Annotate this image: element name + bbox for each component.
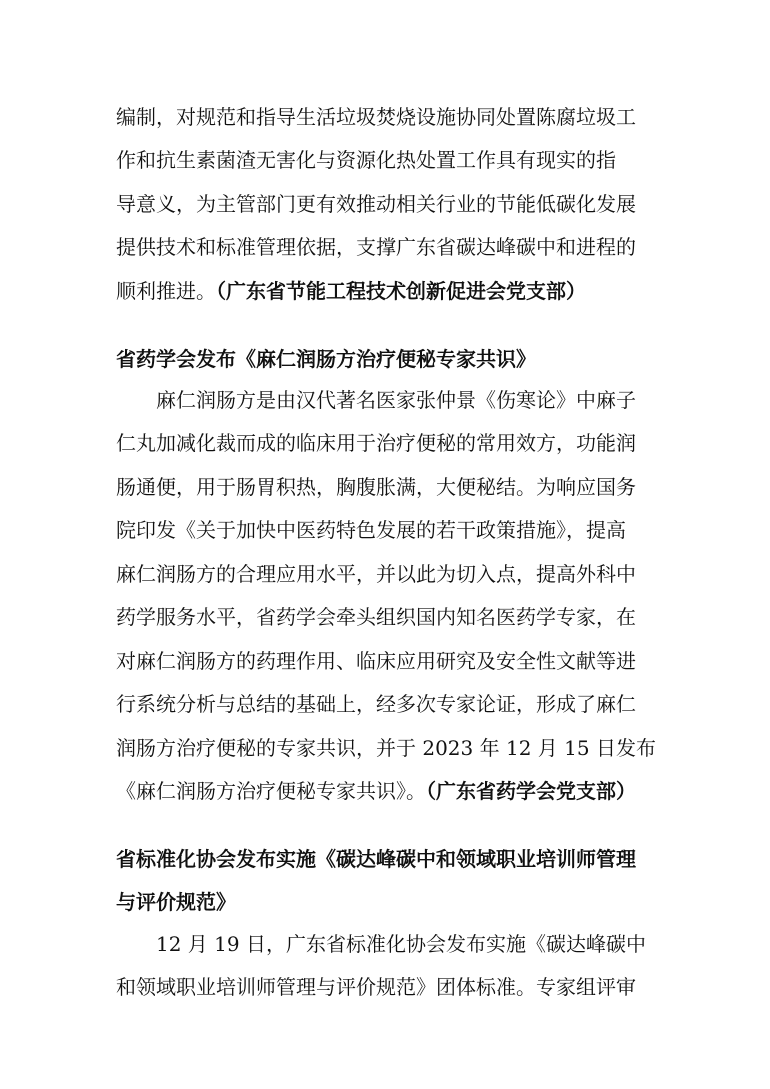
source-attribution: （广东省节能工程技术创新促进会党支部） — [216, 279, 586, 303]
paragraph-line: 行系统分析与总结的基础上，经多次专家论证，形成了麻仁 — [116, 692, 636, 716]
paragraph-line: 麻仁润肠方是由汉代著名医家张仲景《伤寒论》中麻子 — [156, 388, 636, 412]
paragraph-line: 院印发《关于加快中医药特色发展的若干政策措施》，提高 — [116, 518, 626, 542]
section-heading: 省标准化协会发布实施《碳达峰碳中和领域职业培训师管理 — [116, 847, 636, 871]
paragraph-line: 润肠方治疗便秘的专家共识，并于 2023 年 12 月 15 日发布 — [116, 736, 656, 760]
section-heading-cont: 与评价规范》 — [116, 890, 236, 914]
paragraph-text: 《麻仁润肠方治疗便秘专家共识》。 — [116, 779, 426, 803]
source-attribution: （广东省药学会党支部） — [426, 779, 636, 803]
paragraph-line: 作和抗生素菌渣无害化与资源化热处置工作具有现实的指 — [116, 148, 616, 172]
paragraph-line: 药学服务水平，省药学会牵头组织国内知名医药学专家，在 — [116, 605, 636, 629]
paragraph-line: 12 月 19 日，广东省标准化协会发布实施《碳达峰碳中 — [156, 932, 646, 956]
paragraph-line-last — [116, 272, 770, 310]
paragraph-line: 提供技术和标准管理依据，支撑广东省碳达峰碳中和进程的 — [116, 235, 636, 259]
paragraph-line-last — [116, 772, 770, 810]
paragraph-line: 和领域职业培训师管理与评价规范》团体标准。专家组评审 — [116, 975, 636, 999]
paragraph-line: 导意义，为主管部门更有效推动相关行业的节能低碳化发展 — [116, 192, 636, 216]
paragraph-line: 编制，对规范和指导生活垃圾焚烧设施协同处置陈腐垃圾工 — [116, 105, 636, 129]
section-heading: 省药学会发布《麻仁润肠方治疗便秘专家共识》 — [116, 347, 536, 371]
paragraph-line: 对麻仁润肠方的药理作用、临床应用研究及安全性文献等进 — [116, 649, 636, 673]
paragraph-text: 顺利推进。 — [116, 279, 216, 303]
paragraph-line: 麻仁润肠方的合理应用水平，并以此为切入点，提高外科中 — [116, 562, 636, 586]
paragraph-line: 肠通便，用于肠胃积热，胸腹胀满，大便秘结。为响应国务 — [116, 475, 636, 499]
paragraph-line: 仁丸加减化裁而成的临床用于治疗便秘的常用效方，功能润 — [116, 431, 636, 455]
